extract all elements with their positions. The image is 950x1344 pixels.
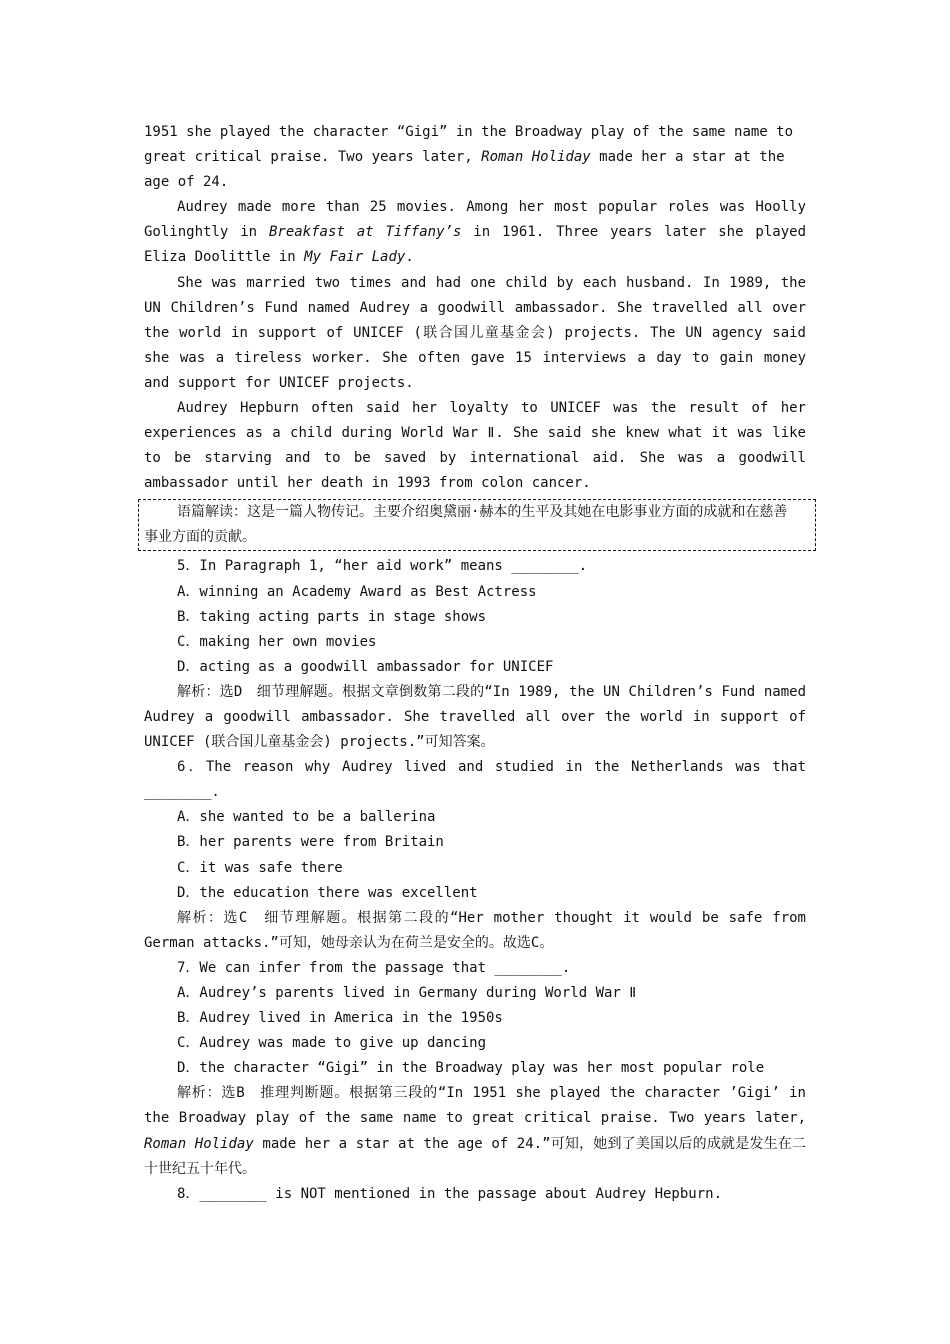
explanation-text: made her a star at the age of 24.”可知，她到了美国以后的成就是发生在二十世纪五十年代。 bbox=[144, 1135, 806, 1177]
explanation-text: 解析：选B 推理判断题。根据第三段的“In 1951 she played the character ’Gigi’ in the Broadway play of the same name to great critical praise. Two years later, bbox=[144, 1085, 806, 1127]
question-5-stem: 5．In Paragraph 1, “her aid work” means ________. bbox=[177, 558, 588, 575]
question-7-option-a: A．Audrey’s parents lived in Germany during World War Ⅱ bbox=[177, 985, 637, 1001]
question-5-explanation: 解析：选D 细节理解题。根据文章倒数第二段的“In 1989, the UN Children’s Fund named Audrey a goodwill ambassador. She travelled all over the world in support of UNICEF (联合国儿童基金会) projects.”可知答案。 bbox=[144, 683, 806, 751]
question-7-option-c: C．Audrey was made to give up dancing bbox=[177, 1035, 487, 1052]
question-6-option-a: A．she wanted to be a ballerina bbox=[177, 809, 436, 826]
movie-title: Breakfast at Tiffany’s bbox=[268, 224, 462, 241]
movie-title: Roman Holiday bbox=[481, 149, 591, 166]
paragraph-text: age of 24. bbox=[144, 174, 229, 191]
question-6-explanation: 解析：选C 细节理解题。根据第二段的“Her mother thought it would be safe from German attacks.”可知，她母亲认为在荷兰是安全的。故选C。 bbox=[144, 909, 806, 951]
passage-paragraph-4: Audrey Hepburn often said her loyalty to UNICEF was the result of her experiences as a child during World War Ⅱ. She said she knew what it was like to be starving and to be saved by international aid. She was a goodwill ambassador until her death in 1993 from colon cancer. bbox=[144, 400, 806, 492]
question-6-option-b: B．her parents were from Britain bbox=[177, 834, 444, 851]
question-6-option-c: C．it was safe there bbox=[177, 859, 343, 876]
passage-paragraph-3: She was married two times and had one child by each husband. In 1989, the UN Children’s Fund named Audrey a goodwill ambassador. She travelled all over the world in support of UNICEF (联合国儿童基金会) projects. The UN agency said she was a tireless worker. She often gave 15 interviews a day to gain money and support for UNICEF projects. bbox=[144, 274, 806, 391]
paragraph-text: . bbox=[405, 249, 414, 266]
analysis-box bbox=[144, 499, 806, 551]
movie-title: Roman Holiday bbox=[144, 1135, 254, 1152]
paragraph-text: great critical praise. Two years later, bbox=[144, 149, 482, 166]
question-5-option-a: A．winning an Academy Award as Best Actress bbox=[177, 583, 537, 600]
question-7-option-b: B．Audrey lived in America in the 1950s bbox=[177, 1010, 503, 1027]
question-7-option-d: D．the character “Gigi” in the Broadway play was her most popular role bbox=[177, 1060, 765, 1077]
question-8-stem: 8．________ is NOT mentioned in the passage about Audrey Hepburn. bbox=[177, 1185, 723, 1202]
question-5-option-b: B．taking acting parts in stage shows bbox=[177, 608, 487, 625]
paragraph-text: Audrey made more than 25 movies. Among her most popular roles was Hoolly Golinghtly in bbox=[144, 199, 806, 241]
document-page bbox=[144, 120, 806, 1207]
question-7-explanation bbox=[144, 1081, 806, 1181]
paragraph-text: made her a star at the bbox=[590, 149, 785, 166]
movie-title: My Fair Lady bbox=[304, 249, 406, 266]
passage-paragraph-2 bbox=[144, 195, 806, 270]
question-5-option-d: D．acting as a goodwill ambassador for UNICEF bbox=[177, 658, 554, 675]
question-6-option-d: D．the education there was excellent bbox=[177, 884, 478, 901]
paragraph-text: in 1961. Three years later she played Eliza Doolittle in bbox=[144, 224, 806, 266]
passage-paragraph-1 bbox=[144, 120, 806, 195]
question-7-stem: 7．We can infer from the passage that ________. bbox=[177, 959, 571, 976]
question-6-stem: 6．The reason why Audrey lived and studied in the Netherlands was that ________. bbox=[144, 759, 806, 801]
analysis-text: 语篇解读：这是一篇人物传记。主要介绍奥黛丽·赫本的生平及其她在电影事业方面的成就和在慈善事业方面的贡献。 bbox=[144, 504, 788, 546]
paragraph-text: 1951 she played the character “Gigi” in the Broadway play of the same name to bbox=[144, 124, 794, 140]
question-5-option-c: C．making her own movies bbox=[177, 633, 377, 650]
